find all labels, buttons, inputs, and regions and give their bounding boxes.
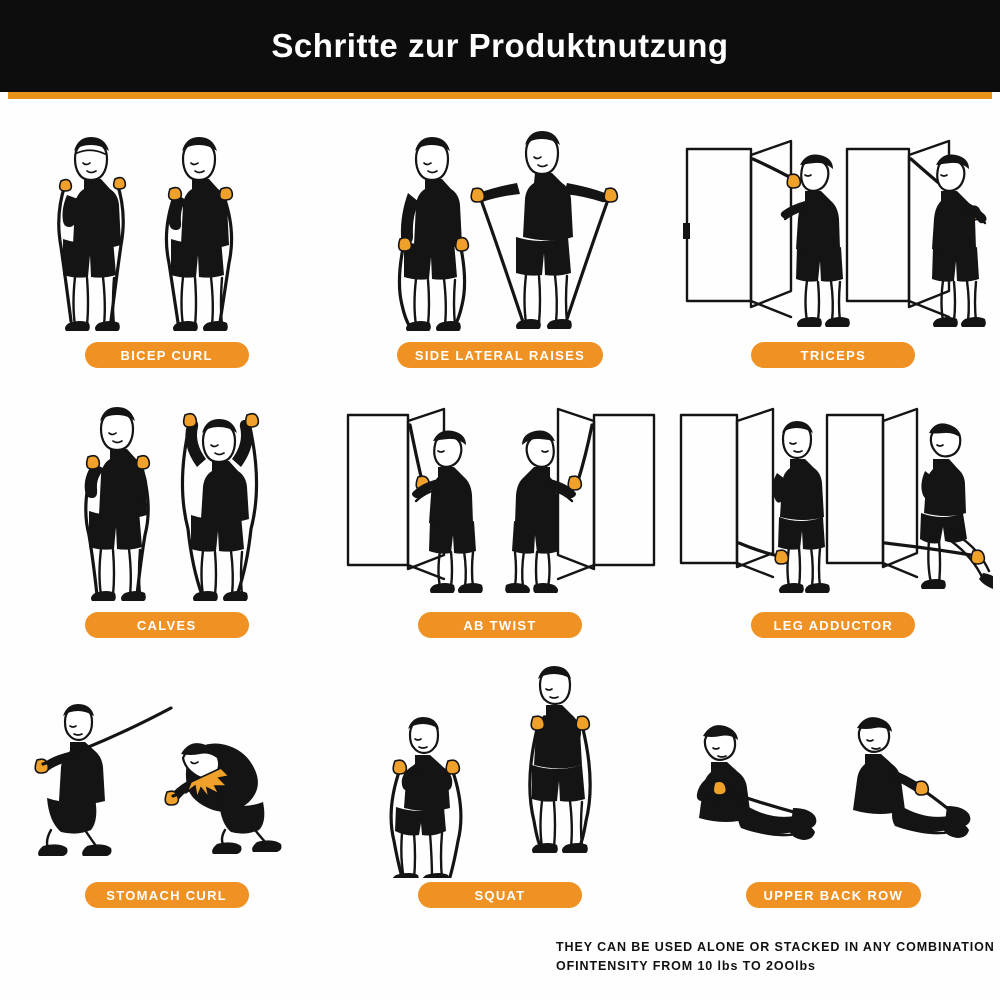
exercise-label: SQUAT <box>418 882 582 908</box>
exercise-card-triceps[interactable] <box>667 104 1000 374</box>
exercise-grid <box>0 104 1000 914</box>
triceps-door-anchor-illustration <box>667 104 1000 338</box>
exercise-card-stomach-curl[interactable] <box>0 644 333 914</box>
exercise-label: UPPER BACK ROW <box>746 882 922 908</box>
exercise-card-upper-back-row[interactable] <box>667 644 1000 914</box>
header-accent-bar <box>8 92 992 99</box>
exercise-label: STOMACH CURL <box>85 882 249 908</box>
exercise-label: TRICEPS <box>751 342 915 368</box>
page-title: Schritte zur Produktnutzung <box>271 27 729 64</box>
squat-illustration <box>333 644 666 878</box>
exercise-label: LEG ADDUCTOR <box>751 612 915 638</box>
side-lateral-raises-illustration <box>333 104 666 338</box>
exercise-card-ab-twist[interactable] <box>333 374 666 644</box>
exercise-card-bicep-curl[interactable] <box>0 104 333 374</box>
upper-back-row-seated-illustration <box>667 644 1000 878</box>
calves-illustration <box>0 374 333 608</box>
exercise-label: AB TWIST <box>418 612 582 638</box>
footer-note <box>556 938 995 977</box>
bicep-curl-illustration <box>0 104 333 338</box>
exercise-label: BICEP CURL <box>85 342 249 368</box>
poster-header <box>0 0 1000 92</box>
exercise-card-calves[interactable] <box>0 374 333 644</box>
footer-note-line-2: OFINTENSITY FROM 10 lbs TO 2OOlbs <box>556 959 816 974</box>
ab-twist-door-anchor-illustration <box>333 374 666 608</box>
exercise-label: SIDE LATERAL RAISES <box>397 342 603 368</box>
exercise-card-side-lateral-raises[interactable] <box>333 104 666 374</box>
exercise-card-leg-adductor[interactable] <box>667 374 1000 644</box>
stomach-curl-kneeling-illustration <box>0 644 333 878</box>
footer-note-line-1: THEY CAN BE USED ALONE OR STACKED IN ANY COMBINATION <box>556 940 995 954</box>
exercise-label: CALVES <box>85 612 249 638</box>
exercise-card-squat[interactable] <box>333 644 666 914</box>
leg-adductor-door-anchor-illustration <box>667 374 1000 608</box>
